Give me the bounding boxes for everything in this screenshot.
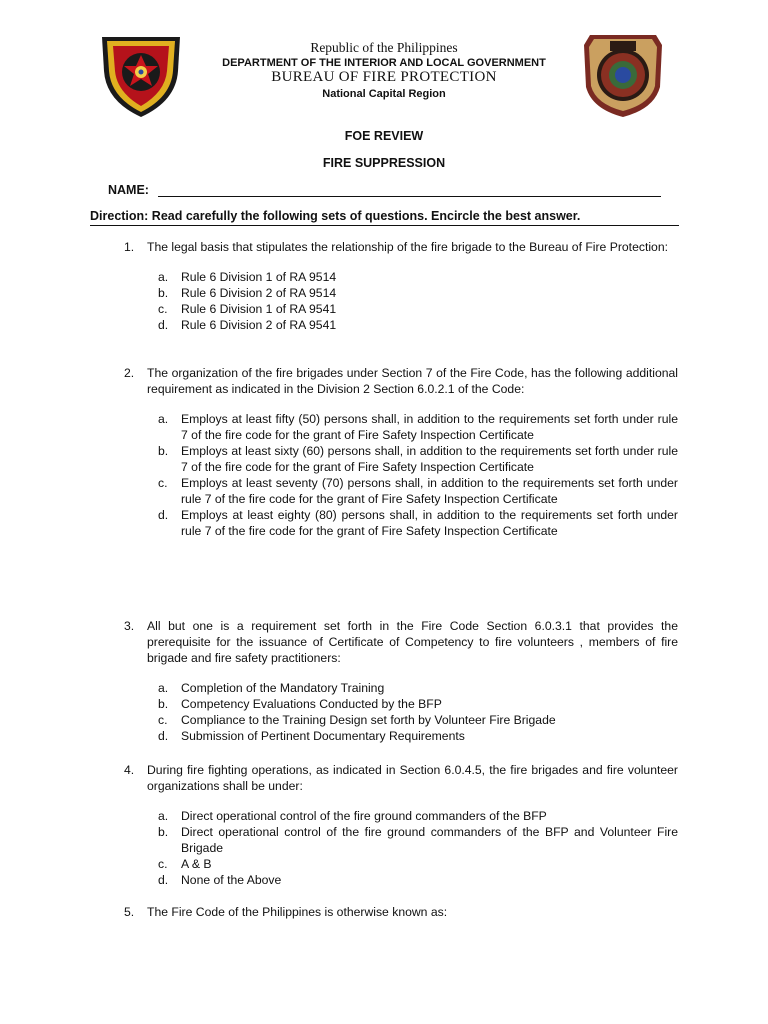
- choice-item[interactable]: [158, 285, 678, 301]
- choice-text: Direct operational control of the fire ground commanders of the BFP: [181, 809, 547, 823]
- question-item: [124, 618, 678, 744]
- bureau-line: BUREAU OF FIRE PROTECTION: [271, 69, 497, 85]
- choice-letter: b.: [158, 444, 169, 458]
- choice-text: Rule 6 Division 1 of RA 9541: [181, 302, 337, 316]
- choice-text: None of the Above: [181, 873, 282, 887]
- choice-text: Employs at least sixty (60) persons shall, in addition to the requirements set forth under rule 7 of the fire code for the grant of Fire Safety Inspection Certificate: [181, 444, 678, 474]
- choice-item[interactable]: [158, 728, 678, 744]
- question-number: 3.: [124, 619, 135, 633]
- choice-letter: c.: [158, 476, 168, 490]
- choice-letter: b.: [158, 697, 169, 711]
- choice-list: [124, 808, 678, 888]
- republic-line: Republic of the Philippines: [310, 40, 458, 55]
- question-text: The Fire Code of the Philippines is otherwise known as:: [147, 905, 448, 919]
- choice-text: Submission of Pertinent Documentary Requirements: [181, 729, 465, 743]
- choice-text: Employs at least eighty (80) persons shall, in addition to the requirements set forth under rule 7 of the fire code for the grant of Fire Safety Inspection Certificate: [181, 508, 678, 538]
- choice-item[interactable]: [158, 824, 678, 856]
- choice-text: Rule 6 Division 2 of RA 9541: [181, 318, 337, 332]
- choice-list: [124, 680, 678, 744]
- question-item: [124, 762, 678, 888]
- choice-text: Rule 6 Division 1 of RA 9514: [181, 270, 337, 284]
- choice-item[interactable]: [158, 269, 678, 285]
- choice-text: Compliance to the Training Design set forth by Volunteer Fire Brigade: [181, 713, 556, 727]
- choice-letter: d.: [158, 729, 169, 743]
- choice-letter: d.: [158, 873, 169, 887]
- choice-letter: c.: [158, 857, 168, 871]
- question-number: 4.: [124, 763, 135, 777]
- direction-underline: [90, 225, 679, 226]
- question-text: All but one is a requirement set forth in the Fire Code Section 6.0.3.1 that provides the prerequisite for the issuance of Certificate of Competency to fire volunteers , members of fire brigade and fire safety practitioners:: [147, 619, 678, 665]
- choice-text: Rule 6 Division 2 of RA 9514: [181, 286, 337, 300]
- choice-letter: c.: [158, 302, 168, 316]
- review-title: FOE REVIEW: [344, 129, 424, 143]
- direction-text: Direction: Read carefully the following sets of questions. Encircle the best answer.: [90, 209, 581, 223]
- choice-text: Completion of the Mandatory Training: [181, 681, 385, 695]
- choice-letter: a.: [158, 809, 169, 823]
- question-text: The legal basis that stipulates the relationship of the fire brigade to the Bureau of Fire Protection:: [147, 240, 668, 254]
- choice-item[interactable]: [158, 856, 678, 872]
- choice-letter: a.: [158, 412, 169, 426]
- letterhead: [0, 0, 768, 120]
- choice-text: Employs at least seventy (70) persons shall, in addition to the requirements set forth under rule 7 of the fire code for the grant of Fire Safety Inspection Certificate: [181, 476, 678, 506]
- choice-text: Competency Evaluations Conducted by the BFP: [181, 697, 442, 711]
- choice-item[interactable]: [158, 507, 678, 539]
- question-number: 2.: [124, 366, 135, 380]
- choice-letter: d.: [158, 508, 169, 522]
- choice-item[interactable]: [158, 872, 678, 888]
- choice-letter: b.: [158, 286, 169, 300]
- question-text: The organization of the fire brigades under Section 7 of the Fire Code, has the following additional requirement as indicated in the Division 2 Section 6.0.2.1 of the Code:: [147, 366, 678, 396]
- choice-item[interactable]: [158, 301, 678, 317]
- department-line: DEPARTMENT OF THE INTERIOR AND LOCAL GOVERNMENT: [222, 57, 546, 69]
- choice-item[interactable]: [158, 712, 678, 728]
- choice-letter: d.: [158, 318, 169, 332]
- choice-item[interactable]: [158, 411, 678, 443]
- choice-text: Employs at least fifty (50) persons shall, in addition to the requirements set forth under rule 7 of the fire code for the grant of Fire Safety Inspection Certificate: [181, 412, 678, 442]
- choice-item[interactable]: [158, 475, 678, 507]
- question-item: [124, 365, 678, 539]
- region-line: National Capital Region: [322, 88, 446, 100]
- subject-title: FIRE SUPPRESSION: [322, 156, 446, 170]
- name-label: NAME:: [108, 183, 149, 197]
- question-text: During fire fighting operations, as indicated in Section 6.0.4.5, the fire brigades and fire volunteer organizations shall be under:: [147, 763, 678, 793]
- choice-list: [124, 411, 678, 539]
- choice-item[interactable]: [158, 317, 678, 333]
- choice-letter: a.: [158, 270, 169, 284]
- choice-item[interactable]: [158, 680, 678, 696]
- question-item: [124, 239, 678, 333]
- choice-item[interactable]: [158, 443, 678, 475]
- choice-text: A & B: [181, 857, 212, 871]
- name-blank-line[interactable]: [158, 196, 661, 197]
- choice-text: Direct operational control of the fire ground commanders of the BFP and Volunteer Fire Brigade: [181, 825, 678, 855]
- choice-item[interactable]: [158, 696, 678, 712]
- choice-item[interactable]: [158, 808, 678, 824]
- choice-list: [124, 269, 678, 333]
- question-number: 5.: [124, 905, 135, 919]
- choice-letter: a.: [158, 681, 169, 695]
- question-number: 1.: [124, 240, 135, 254]
- choice-letter: c.: [158, 713, 168, 727]
- question-item: [124, 904, 678, 920]
- choice-letter: b.: [158, 825, 169, 839]
